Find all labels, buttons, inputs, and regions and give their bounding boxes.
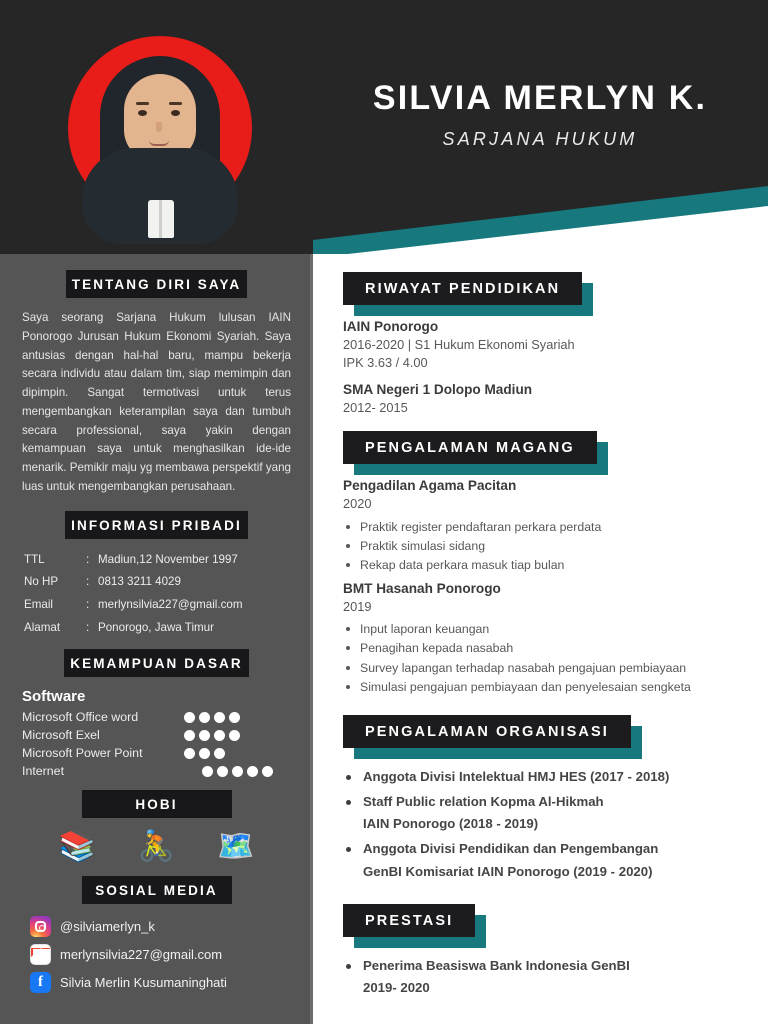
books-icon: 📚 [58, 830, 96, 864]
section-header-personal-info: INFORMASI PRIBADI [65, 511, 248, 539]
section-header-achievement: PRESTASI [343, 904, 475, 937]
portrait-illustration [62, 30, 258, 244]
section-header-social-media: SOSIAL MEDIA [82, 876, 232, 904]
internship-task-list [343, 518, 746, 576]
hobby-icon-list [18, 832, 295, 862]
skill-rating [184, 730, 240, 741]
section-header-skills: KEMAMPUAN DASAR [64, 649, 249, 677]
organization-line-1: Anggota Divisi Intelektual HMJ HES (2017 - 2018) [363, 768, 670, 784]
page-title: SILVIA MERLYN K. [372, 79, 708, 117]
organization-line-1: Staff Public relation Kopma Al-Hikmah [363, 793, 604, 809]
skills-group-heading: Software [22, 688, 86, 706]
info-colon: : [86, 598, 90, 611]
organization-line-2: GenBI Komisariat IAIN Ponorogo (2019 - 2020) [363, 863, 653, 879]
info-row [24, 549, 289, 572]
skill-name: Microsoft Power Point [22, 745, 143, 760]
social-row-instagram[interactable] [30, 916, 295, 937]
section-header-internship: PENGALAMAN MAGANG [343, 431, 597, 464]
sidebar [0, 254, 313, 1024]
list-item: Penagihan kepada nasabah [343, 639, 746, 658]
social-media-list [18, 916, 295, 993]
education-school: SMA Negeri 1 Dolopo Madiun [343, 382, 533, 398]
section-header-hobby: HOBI [82, 790, 232, 818]
list-item [343, 766, 746, 789]
organization-line-1: Anggota Divisi Pendidikan dan Pengembangan [363, 841, 659, 857]
education-gpa: IPK 3.63 / 4.00 [343, 355, 428, 371]
skill-name: Microsoft Office word [22, 709, 139, 724]
section-header-education-wrap [343, 272, 582, 305]
gmail-address: merlynsilvia227@gmail.com [60, 947, 223, 963]
section-header-organization-wrap [343, 715, 631, 748]
skill-row [22, 708, 291, 726]
facebook-icon: f [30, 972, 51, 993]
main-content [313, 254, 768, 1024]
social-row-gmail[interactable] [30, 944, 295, 965]
section-header-organization: PENGALAMAN ORGANISASI [343, 715, 631, 748]
info-value: merlynsilvia227@gmail.com [98, 598, 243, 611]
about-text: Saya seorang Sarjana Hukum lulusan IAIN Ponorogo Jurusan Hukum Ekonomi Syariah. Saya antusias dengan hal-hal baru, mampu bekerja secara individu atau dalam tim, siap memimpin dan dipimpin. Sangat termotivasi untuk terus mengembangkan keterampilan saya dan tumbuh secara professional, saya yakin dengan kemampuan saya untuk menghasilkan ide-ide menarik. Pemikir maju yg membawa perspektif yang luas untuk mengembangkan perusahaan. [22, 311, 291, 494]
info-row [24, 594, 289, 617]
info-colon: : [86, 620, 90, 634]
education-entry [343, 319, 746, 372]
skill-row [22, 726, 291, 744]
skill-rating [184, 748, 225, 759]
achievement-line-2: 2019- 2020 [363, 980, 430, 996]
skill-rating [202, 766, 273, 777]
info-value: 0813 3211 4029 [98, 575, 181, 589]
info-label: Email [24, 598, 53, 611]
internship-task-list [343, 620, 746, 697]
section-header-about: TENTANG DIRI SAYA [66, 270, 247, 298]
internship-place: BMT Hasanah Ponorogo [343, 581, 501, 597]
skill-row [22, 744, 291, 762]
info-row [24, 571, 289, 594]
info-colon: : [86, 552, 90, 566]
personal-info-list [18, 549, 295, 639]
cycling-icon: 🚴 [137, 830, 176, 864]
education-detail: 2016-2020 | S1 Hukum Ekonomi Syariah [343, 337, 575, 352]
internship-year: 2020 [343, 496, 372, 512]
info-value: Ponorogo, Jawa Timur [98, 620, 214, 634]
page-subtitle: SARJANA HUKUM [442, 129, 638, 150]
skill-rating [184, 712, 240, 723]
skill-row [22, 762, 291, 780]
world-map-icon: 🗺️ [217, 830, 255, 864]
education-detail: 2012- 2015 [343, 400, 408, 416]
info-label: TTL [24, 552, 45, 566]
list-item: Input laporan keuangan [343, 620, 746, 639]
list-item: Praktik register pendaftaran perkara perdata [343, 518, 746, 537]
info-colon: : [86, 575, 90, 589]
skill-name: Microsoft Exel [22, 727, 100, 742]
internship-entry [343, 581, 746, 697]
skills-list [18, 688, 295, 780]
info-label: No HP [24, 575, 59, 589]
list-item [343, 838, 746, 883]
achievement-line-1: Penerima Beasiswa Bank Indonesia GenBI [363, 957, 630, 973]
skill-name: Internet [22, 763, 65, 778]
info-row [24, 617, 289, 640]
list-item: Survey lapangan terhadap nasabah pengajuan pembiayaan [343, 659, 746, 678]
section-header-achievement-wrap [343, 904, 475, 937]
gmail-icon [30, 944, 51, 965]
avatar [62, 30, 258, 244]
education-entry [343, 382, 746, 417]
education-school: IAIN Ponorogo [343, 319, 439, 334]
internship-place: Pengadilan Agama Pacitan [343, 478, 517, 494]
organization-line-2: IAIN Ponorogo (2018 - 2019) [363, 816, 539, 832]
header-text-block [340, 80, 740, 150]
section-header-education: RIWAYAT PENDIDIKAN [343, 272, 582, 305]
instagram-handle: @silviamerlyn_k [60, 919, 155, 935]
section-header-internship-wrap [343, 431, 597, 464]
organization-list [343, 766, 746, 884]
internship-year: 2019 [343, 599, 372, 615]
list-item: Simulasi pengajuan pembiayaan dan penyelesaian sengketa [343, 678, 746, 697]
list-item: Praktik simulasi sidang [343, 537, 746, 556]
social-row-facebook[interactable] [30, 972, 295, 993]
facebook-name: Silvia Merlin Kusumaninghati [60, 975, 227, 991]
achievement-list [343, 955, 746, 1000]
list-item [343, 955, 746, 1000]
list-item [343, 791, 746, 836]
internship-entry [343, 478, 746, 575]
info-value: Madiun,12 November 1997 [98, 552, 238, 566]
list-item: Rekap data perkara masuk tiap bulan [343, 556, 746, 575]
instagram-icon [30, 916, 51, 937]
info-label: Alamat [24, 620, 61, 634]
